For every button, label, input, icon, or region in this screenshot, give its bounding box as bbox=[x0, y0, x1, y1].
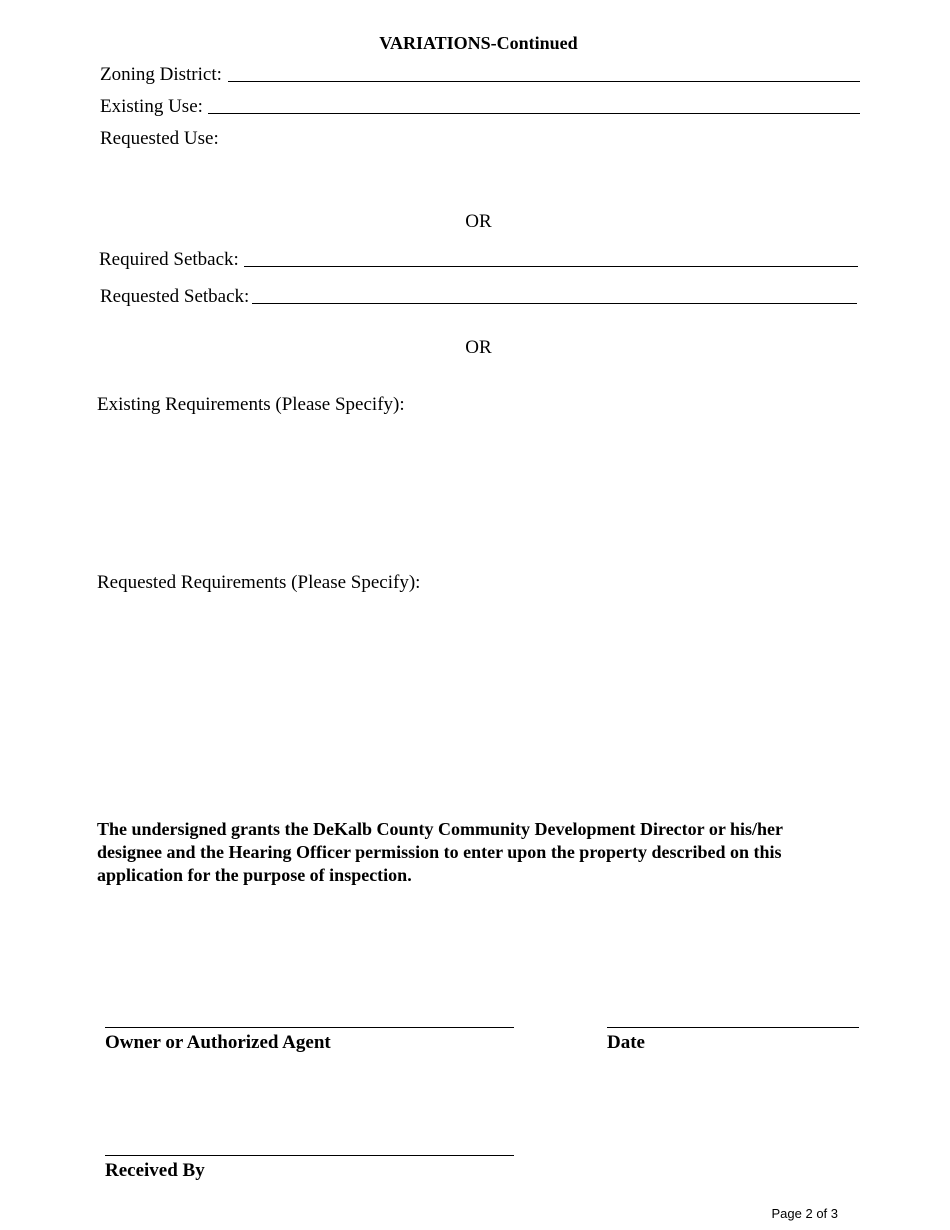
received-by-line[interactable] bbox=[105, 1155, 514, 1156]
requested-use-area[interactable] bbox=[100, 152, 860, 200]
requested-requirements-area[interactable] bbox=[97, 598, 857, 798]
requested-setback-field[interactable] bbox=[252, 303, 857, 304]
page-title: VARIATIONS-Continued bbox=[379, 33, 578, 53]
zoning-district-field[interactable] bbox=[228, 81, 860, 82]
date-signature-line[interactable] bbox=[607, 1027, 859, 1028]
or-separator: OR bbox=[465, 211, 492, 232]
requested-requirements-label: Requested Requirements (Please Specify): bbox=[97, 572, 421, 593]
or-separator: OR bbox=[465, 337, 492, 358]
required-setback-label: Required Setback: bbox=[99, 249, 239, 270]
existing-requirements-area[interactable] bbox=[97, 420, 857, 560]
date-label: Date bbox=[607, 1032, 645, 1053]
consent-statement: The undersigned grants the DeKalb County Community Development Director or his/her designee and the Hearing Officer permission to enter upon the property described on this application for the purpose of inspection. bbox=[97, 819, 783, 885]
required-setback-field[interactable] bbox=[244, 266, 858, 267]
existing-use-field[interactable] bbox=[208, 113, 860, 114]
zoning-district-label: Zoning District: bbox=[100, 64, 222, 85]
existing-use-label: Existing Use: bbox=[100, 96, 203, 117]
owner-signature-line[interactable] bbox=[105, 1027, 514, 1028]
requested-use-label: Requested Use: bbox=[100, 128, 219, 149]
requested-setback-label: Requested Setback: bbox=[100, 286, 250, 307]
existing-requirements-label: Existing Requirements (Please Specify): bbox=[97, 394, 405, 415]
page-number: Page 2 of 3 bbox=[771, 1206, 838, 1221]
owner-signature-label: Owner or Authorized Agent bbox=[105, 1032, 331, 1053]
received-by-label: Received By bbox=[105, 1160, 205, 1181]
